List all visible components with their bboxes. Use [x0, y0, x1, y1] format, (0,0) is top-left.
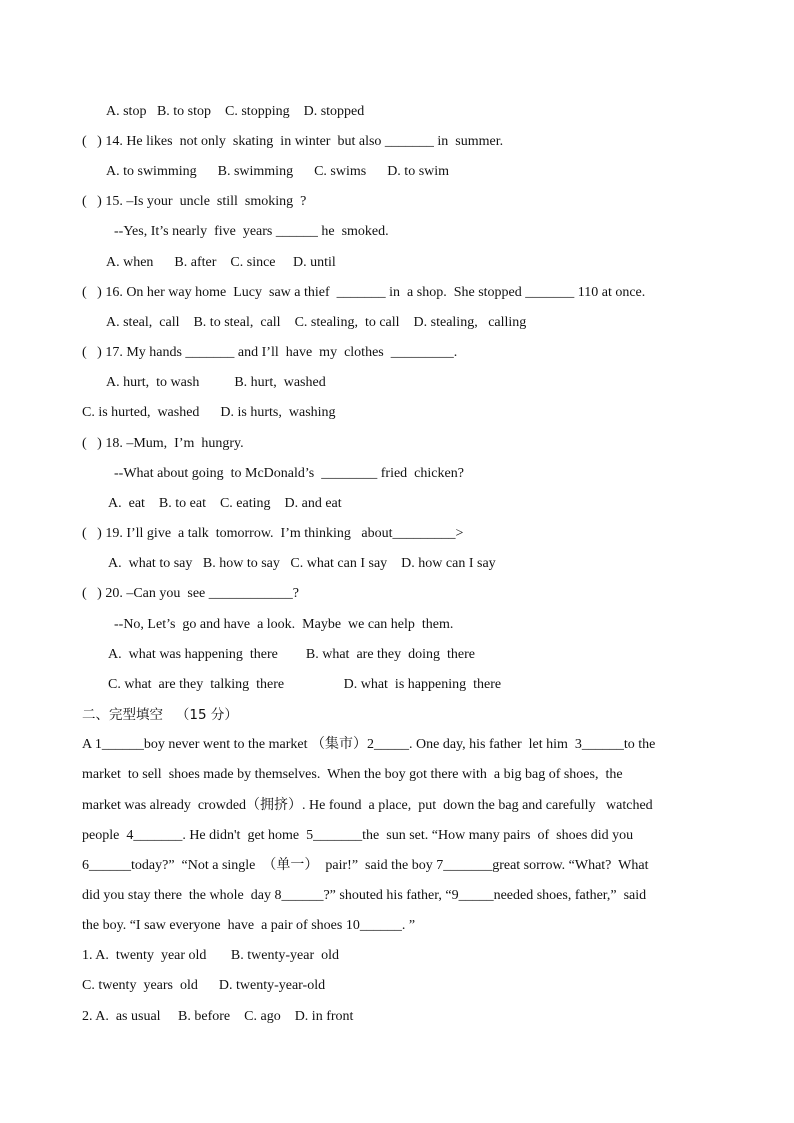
q16-question: ( ) 16. On her way home Lucy saw a thief _______ in a shop. She stopped _______ 110 at once. [82, 285, 646, 300]
q15-options: A. when B. after C. since D. until [106, 255, 336, 270]
q20-options-ab: A. what was happening there B. what are they doing there [108, 647, 476, 662]
cloze-q1-options-ab: 1. A. twenty year old B. twenty-year old [82, 948, 340, 963]
cloze-q2-options: 2. A. as usual B. before C. ago D. in front [82, 1009, 354, 1024]
q13-options: A. stop B. to stop C. stopping D. stopped [106, 104, 365, 119]
q17-options-cd: C. is hurted, washed D. is hurts, washing [82, 405, 336, 420]
cloze-passage-line-3: market was already crowded（拥挤）. He found a place, put down the bag and carefully watched [82, 798, 653, 813]
q19-options: A. what to say B. how to say C. what can I say D. how can I say [108, 556, 496, 571]
q15-reply: --Yes, It’s nearly five years ______ he smoked. [114, 224, 389, 239]
cloze-passage-line-1: A 1______boy never went to the market （集市）2_____. One day, his father let him 3______to the [82, 737, 656, 752]
cloze-passage-line-2: market to sell shoes made by themselves. When the boy got there with a big bag of shoes, the [82, 767, 623, 782]
q18-options: A. eat B. to eat C. eating D. and eat [108, 496, 342, 511]
q16-options: A. steal, call B. to steal, call C. stealing, to call D. stealing, calling [106, 315, 527, 330]
q15-question: ( ) 15. –Is your uncle still smoking ? [82, 194, 307, 209]
cloze-passage-line-7: the boy. “I saw everyone have a pair of shoes 10______. ” [82, 918, 416, 933]
q20-reply: --No, Let’s go and have a look. Maybe we can help them. [114, 617, 454, 632]
q20-options-cd: C. what are they talking there D. what is happening there [108, 677, 502, 692]
cloze-q1-options-cd: C. twenty years old D. twenty-year-old [82, 978, 326, 993]
cloze-passage-line-6: did you stay there the whole day 8______?” shouted his father, “9_____needed shoes, father,” said [82, 888, 647, 903]
q14-question: ( ) 14. He likes not only skating in winter but also _______ in summer. [82, 134, 504, 149]
q14-options: A. to swimming B. swimming C. swims D. to swim [106, 164, 450, 179]
q20-question: ( ) 20. –Can you see ____________? [82, 586, 299, 601]
q19-question: ( ) 19. I’ll give a talk tomorrow. I’m thinking about_________> [82, 526, 464, 541]
q17-options-ab: A. hurt, to wash B. hurt, washed [106, 375, 326, 390]
q18-reply: --What about going to McDonald’s ________ fried chicken? [114, 466, 464, 481]
q18-question: ( ) 18. –Mum, I’m hungry. [82, 436, 244, 451]
section-heading-cloze: 二、完型填空 （15 分） [82, 707, 238, 723]
cloze-passage-line-5: 6______today?” “Not a single （单一） pair!” said the boy 7_______great sorrow. “What? What [82, 858, 649, 873]
cloze-passage-line-4: people 4_______. He didn't get home 5_______the sun set. “How many pairs of shoes did you [82, 828, 634, 843]
q17-question: ( ) 17. My hands _______ and I’ll have my clothes _________. [82, 345, 458, 360]
